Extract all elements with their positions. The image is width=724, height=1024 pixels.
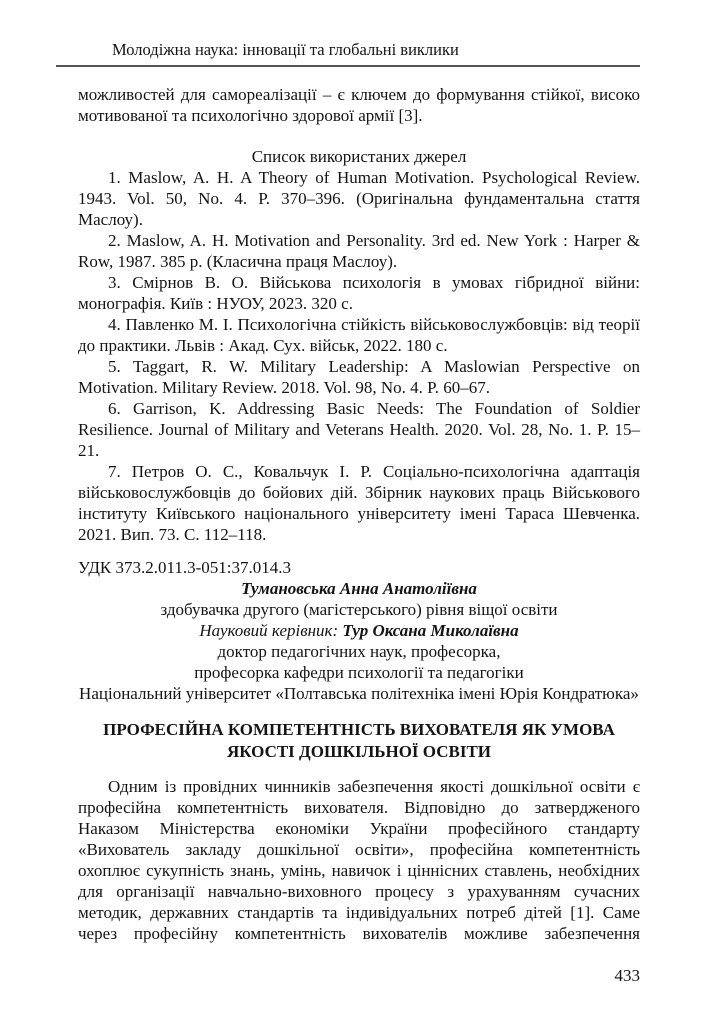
article-body-paragraph: Одним із провідних чинників забезпечення якості дошкільної освіти є професійна компетентність вихователя. Відповідно до затвердженого Наказом Міністерства економіки України професійного стандарту «Вихователь закладу дошкільної освіти», професійна компетентність охоплює сукупність знань, умінь, навичок і ціннісних ставлень, необхідних для організації навчально-виховного процесу з урахуванням сучасних методик, державних стандартів та індивідуальних потреб дітей [1]. Саме через професійну компетентність вихователів можливе забезпечення (78, 777, 640, 943)
author-name: Тумановська Анна Анатоліївна (241, 579, 477, 598)
supervisor-line (78, 620, 640, 641)
article-title: ПРОФЕСІЙНА КОМПЕТЕНТНІСТЬ ВИХОВАТЕЛЯ ЯК УМОВА ЯКОСТІ ДОШКІЛЬНОЇ ОСВІТИ (103, 720, 615, 761)
reference-item-1: 1. Maslow, A. H. A Theory of Human Motivation. Psychological Review. 1943. Vol. 50, No. 4. P. 370–396. (Оригінальна фундаментальна стаття Маслоу). (78, 168, 640, 229)
supervisor-position: професорка кафедри психології та педагогіки (194, 663, 524, 682)
page-number: 433 (614, 966, 640, 985)
references-section-title: Список використаних джерел (251, 147, 467, 166)
reference-item-3: 3. Смірнов В. О. Військова психологія в умовах гібридної війни: монографія. Київ : НУОУ, 2023. 320 с. (78, 273, 640, 313)
affiliation: Національний університет «Полтавська політехніка імені Юрія Кондратюка» (79, 684, 639, 703)
supervisor-label: Науковий керівник: (199, 621, 343, 640)
udc-code: УДК 373.2.011.3-051:37.014.3 (78, 558, 292, 577)
author-role: здобувачка другого (магістерського) рівня віщої освіти (160, 600, 558, 619)
reference-item-4: 4. Павленко М. І. Психологічна стійкість військовослужбовців: від теорії до практики. Львів : Акад. Сух. військ, 2022. 180 с. (78, 315, 640, 355)
reference-item-6: 6. Garrison, K. Addressing Basic Needs: The Foundation of Soldier Resilience. Journal of Military and Veterans Health. 2020. Vol. 28, No. 1. P. 15–21. (78, 399, 640, 460)
running-header (56, 40, 640, 67)
reference-item-2: 2. Maslow, A. H. Motivation and Personality. 3rd ed. New York : Harper & Row, 1987. 385 p. (Класична праця Маслоу). (78, 231, 640, 271)
intro-paragraph: можливостей для самореалізації – є ключем до формування стійкої, високо мотивованої та психологічно здорової армії [3]. (78, 85, 640, 125)
reference-item-5: 5. Taggart, R. W. Military Leadership: A Maslowian Perspective on Motivation. Military Review. 2018. Vol. 98, No. 4. P. 60–67. (78, 357, 640, 397)
reference-item-7: 7. Петров О. С., Ковальчук І. Р. Соціально-психологічна адаптація військовослужбовців до бойових дій. Збірник наукових праць Військового інституту Київського національного університету імені Тараса Шевченка. 2021. Вип. 73. С. 112–118. (78, 462, 640, 544)
supervisor-name: Тур Оксана Миколаївна (342, 621, 519, 640)
journal-title: Молодіжна наука: інновації та глобальні виклики (112, 40, 459, 59)
supervisor-degree: доктор педагогічних наук, професорка, (217, 642, 501, 661)
